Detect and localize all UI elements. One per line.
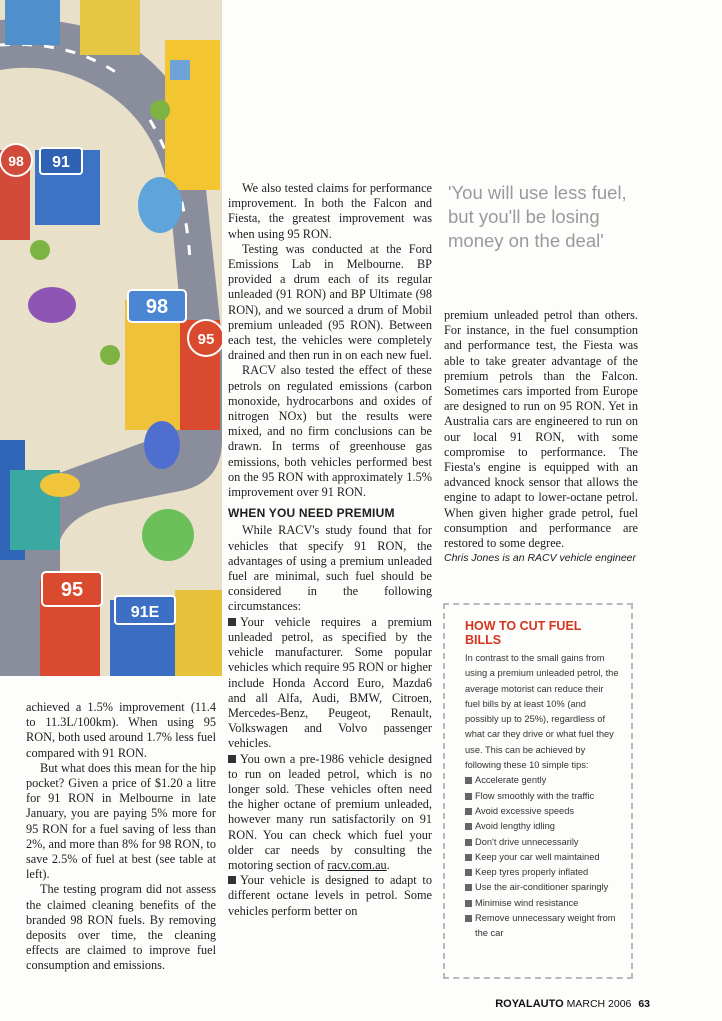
paragraph: Testing was conducted at the Ford Emissions Lab in Melbourne. BP provided a drum each of its regular unleaded (91 RON) and BP Ultimate (98 RON), and we sourced a drum of Mobil premium unleaded (95 RON). Between each test, the vehicles were completely drained and then run in on each new fuel. (228, 241, 432, 363)
paragraph: The testing program did not assess the claimed cleaning benefits of the branded 98 RON fuels. By removing deposits over time, the cleaning effects are claimed to improve fuel consumption and emissions. (26, 882, 216, 973)
svg-text:91: 91 (52, 154, 70, 171)
author-caption: Chris Jones is an RACV vehicle engineer (444, 552, 637, 565)
magazine-name: ROYALAUTO (495, 998, 564, 1010)
tip-item: Keep your car well maintained (465, 850, 623, 865)
sign-91e (115, 596, 175, 624)
tip-item: Flow smoothly with the traffic (465, 789, 623, 804)
tip-item: Avoid lengthy idling (465, 819, 623, 834)
paragraph: We also tested claims for performance improvement. In both the Falcon and Fiesta, the greatest improvement was when using 95 RON. (228, 181, 432, 241)
bullet-item: Your vehicle is designed to adapt to different octane levels in petrol. Some vehicles perform better on (228, 873, 432, 918)
bullet-item: You own a pre-1986 vehicle designed to run on leaded petrol, which is no longer sold. These vehicles often need the higher octane of premium unleaded, however many run satisfactorily on 91 RON. You can check which fuel your older car needs by consulting the motoring section of racv.com.au. (228, 751, 432, 872)
paragraph: But what does this mean for the hip pocket? Given a price of $1.20 a litre for 91 RON in Melbourne in late January, you are paying 5% more for 95 RON for a fuel saving of less than 2%, and more than 8% for 98 RON, to save 2.5% of fuel at best (see table at left). (26, 760, 216, 882)
sign-91 (40, 148, 82, 174)
issue-date: MARCH 2006 (566, 998, 632, 1010)
square-bullet-icon (228, 618, 236, 626)
bullet-item: Your vehicle requires a premium unleaded petrol, as specified by the vehicle manufacturer. Some popular vehicles which require 95 RON or higher include Honda Accord Euro, Mazda6 and all Alfa, Audi, BMW, Citroen, Mercedes-Benz, Peugeot, Renault, Volkswagen and Volvo passenger vehicles. (228, 614, 432, 751)
column-2 (228, 181, 432, 919)
page-footer (495, 998, 650, 1010)
sign-98-lower (128, 290, 186, 322)
tip-item: Avoid excessive speeds (465, 804, 623, 819)
page-number: 63 (638, 998, 650, 1010)
tip-item: Keep tyres properly inflated (465, 865, 623, 880)
svg-text:95: 95 (197, 331, 215, 348)
section-heading: WHEN YOU NEED PREMIUM (228, 506, 395, 521)
svg-text:98: 98 (145, 296, 169, 318)
square-bullet-icon (228, 755, 236, 763)
paragraph: premium unleaded petrol than others. For instance, in the fuel consumption and performance test, the Fiesta was able to take greater advantage of the premium petrols than the Falcon. Sometimes cars imported from Europe are designed to run on 95 RON. Yet in Australia cars are engineered to run on our local 91 RON, with some compromise to performance. The Fiesta's engine is equipped with an advanced knock sensor that allows the engine to adapt to lower-octane petrol. When given higher grade petrol, fuel consumption and performance are restored to some degree. (444, 308, 638, 551)
sign-98 (0, 144, 32, 176)
svg-text:91E: 91E (130, 604, 160, 621)
tip-item: Remove unnecessary weight from the car (465, 911, 623, 942)
town-illustration (0, 0, 222, 676)
tip-item: Don't drive unnecessarily (465, 835, 623, 850)
svg-text:98: 98 (8, 153, 24, 169)
racv-link[interactable]: racv.com.au (327, 857, 387, 872)
square-bullet-icon (228, 876, 236, 884)
column-1 (26, 700, 216, 974)
column-3 (444, 308, 638, 566)
tips-box (443, 603, 633, 979)
sign-95-red (42, 572, 102, 606)
tip-item: Minimise wind resistance (465, 896, 623, 911)
paragraph: achieved a 1.5% improvement (11.4 to 11.3L/100km). When using 95 RON, both used around 1.7% less fuel compared with 91 RON. (26, 700, 216, 760)
tip-item: Use the air-conditioner sparingly (465, 880, 623, 895)
paragraph: RACV also tested the effect of these petrols on regulated emissions (carbon monoxide, hydrocarbons and oxides of nitrogen NOx) but the results were mixed, and no firm conclusions can be drawn. In terms of greenhouse gas emissions, both vehicles performed best on the 95 RON with approximately 1.5% improvement over 91 RON. (228, 363, 432, 500)
sign-95 (188, 320, 222, 356)
pull-quote: 'You will use less fuel, but you'll be losing money on the deal' (448, 182, 627, 251)
svg-text:95: 95 (60, 579, 84, 601)
paragraph: While RACV's study found that for vehicles that specify 91 RON, the advantages of using a premium unleaded fuel are minimal, such fuel should be considered in the following circumstances: (228, 523, 432, 614)
petrol-station-street-illustration (0, 0, 222, 676)
tips-box-intro: In contrast to the small gains from using a premium unleaded petrol, the average motorist can reduce their fuel bills by at least 10% (and possibly up to 25%), regardless of what car they drive or what fuel they use. This can be achieved by following these 10 simple tips: (465, 653, 619, 771)
tip-item: Accelerate gently (465, 773, 623, 788)
tips-box-title: HOW TO CUT FUEL BILLS (465, 619, 582, 647)
tips-list (445, 773, 631, 941)
